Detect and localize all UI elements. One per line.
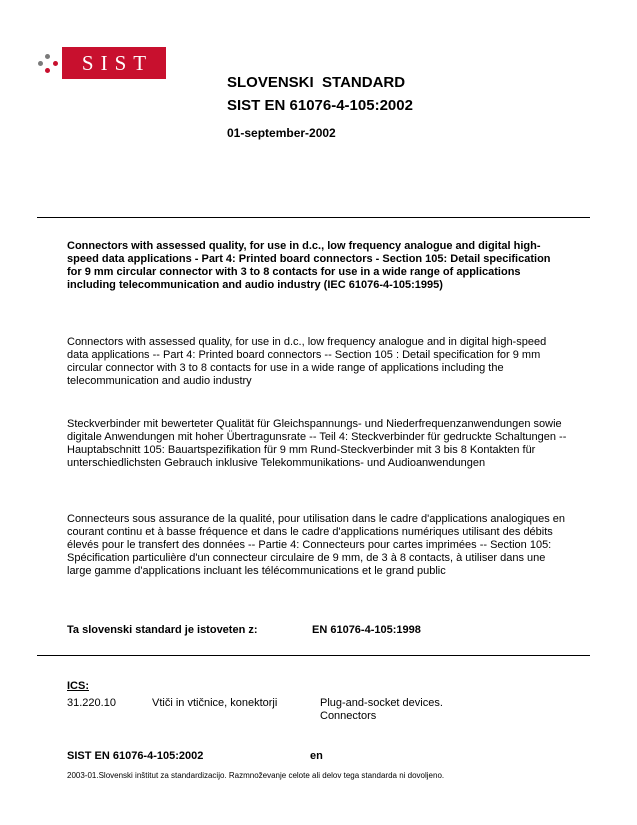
sist-logo [36,47,166,81]
logo-dot [45,54,50,59]
ics-code: 31.220.10 [67,697,116,709]
title-english: Connectors with assessed quality, for use in d.c., low frequency analogue and in digital high-speed data applications -- Part 4: Printed board connectors -- Section 105 : Detail specification for 9 mm circular connector with 3 to 8 contacts for use in a wide range of applications including the telecommunication and audio industry [67,336,547,387]
identical-label: Ta slovenski standard je istoveten z: [67,624,258,636]
logo-box [62,47,166,79]
document-type-title: SLOVENSKI STANDARD [227,74,406,91]
logo-text: SIST [81,51,154,75]
divider-bottom [37,655,590,656]
identical-value: EN 61076-4-105:1998 [312,624,421,636]
title-german: Steckverbinder mit bewerteter Qualität für Gleichspannungs- und Niederfrequenzanwendungen sowie digitale Anwendungen mit hoher Übertragunsrate -- Teil 4: Steckverbinder für gedruckte Schaltungen -- Hauptabschnitt 105: Bauartspezifikation für 9 mm Rund-Steckverbinder mit 3 bis 8 Kontakten für unterschiedlichsten Gebrauch inklusive Telekommunikations- und Audioanwendungen [67,418,567,469]
divider-top [37,217,590,218]
footer-language: en [310,750,323,762]
logo-dot [38,61,43,66]
title-english-bold: Connectors with assessed quality, for use in d.c., low frequency analogue and digital high-speed data applications - Part 4: Printed board connectors - Section 105: Detail specification for 9 mm circular connector with 3 to 8 contacts for use in a wide range of applications including telecommunication and audio industry (IEC 61076-4-105:1995) [67,240,551,291]
ics-label: ICS: [67,680,89,692]
title-french: Connecteurs sous assurance de la qualité, pour utilisation dans le cadre d'applications analogiques en courant continu et à basse fréquence et dans le cadre d'applications numériques utilisant des débits élevés pour le transfert des données -- Partie 4: Connecteurs pour cartes imprimées -- Section 105: Spécification particulière d'un connecteur circulaire de 9 mm, de 3 à 8 contacts, à utiliser dans une large gamme d'applications incluant les télécommunications et le grand public [67,513,566,577]
logo-dot [45,68,50,73]
footer-copyright: 2003-01.Slovenski inštitut za standardizacijo. Razmnoževanje celote ali delov tega standarda ni dovoljeno. [67,771,445,780]
publication-date: 01-september-2002 [227,126,336,140]
standard-number: SIST EN 61076-4-105:2002 [227,97,413,114]
ics-description-sl: Vtiči in vtičnice, konektorji [152,697,278,709]
logo-dot [53,61,58,66]
ics-description-en: Plug-and-socket devices. Connectors [320,697,443,722]
footer-standard-number: SIST EN 61076-4-105:2002 [67,750,204,762]
